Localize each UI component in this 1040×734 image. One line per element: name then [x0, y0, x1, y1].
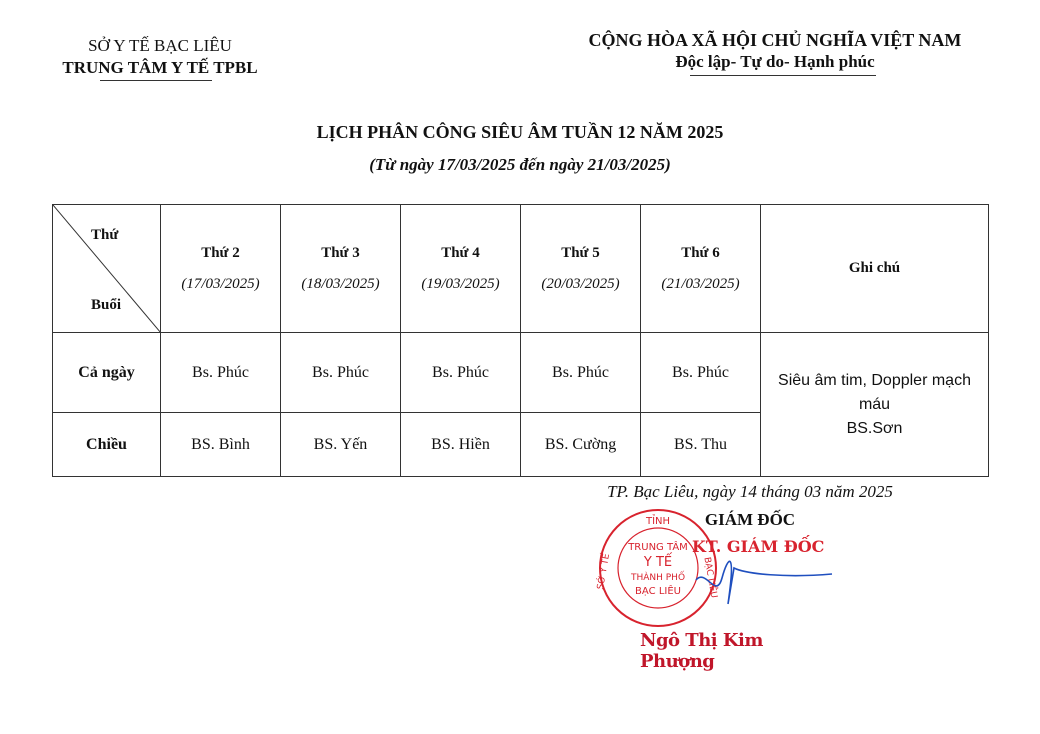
svg-text:BẠC LIÊU: BẠC LIÊU [634, 586, 682, 597]
table-cell: Bs. Phúc [521, 333, 641, 413]
org-name: TRUNG TÂM Y TẾ TPBL [62, 58, 258, 77]
table-cell: Bs. Phúc [161, 333, 281, 413]
table-cell: BS. Yến [281, 413, 401, 477]
svg-text:TRUNG TÂM: TRUNG TÂM [628, 542, 688, 553]
row-label: Cả ngày [53, 333, 161, 413]
day-date: (18/03/2025) [301, 275, 380, 292]
corner-bottom-label: Buổi [91, 297, 122, 313]
stamp-and-signature [596, 508, 846, 648]
schedule-table [52, 204, 989, 477]
day-date: (17/03/2025) [181, 275, 260, 292]
svg-text:BẠC LIÊU: BẠC LIÊU [701, 556, 719, 599]
row-label: Chiều [53, 413, 161, 477]
motto: Độc lập- Tự do- Hạnh phúc [675, 52, 875, 71]
signed-as-label: KT. GIÁM ĐỐC [692, 537, 825, 556]
signer-name: Ngô Thị Kim Phượng [640, 630, 763, 672]
day-name: Thứ 6 [681, 244, 720, 261]
day-date: (20/03/2025) [541, 275, 620, 292]
table-row [53, 333, 989, 413]
corner-top-label: Thứ [91, 227, 119, 243]
director-title: GIÁM ĐỐC [704, 510, 796, 529]
table-cell: Bs. Phúc [401, 333, 521, 413]
day-date: (21/03/2025) [661, 275, 740, 292]
day-header [161, 205, 281, 333]
table-cell: BS. Thu [641, 413, 761, 477]
note-line: Siêu âm tim, Doppler mạch máu [778, 371, 971, 413]
table-cell: Bs. Phúc [281, 333, 401, 413]
day-date: (19/03/2025) [421, 275, 500, 292]
day-name: Thứ 5 [561, 244, 600, 261]
svg-text:TỈNH: TỈNH [645, 516, 671, 527]
day-header [281, 205, 401, 333]
note-header: Ghi chú [761, 205, 989, 333]
day-header [641, 205, 761, 333]
svg-text:Y TẾ: Y TẾ [643, 555, 673, 570]
svg-text:SỞ Y TẾ: SỞ Y TẾ [596, 552, 613, 591]
table-cell: BS. Hiền [401, 413, 521, 477]
table-header-row [53, 205, 989, 333]
day-header [521, 205, 641, 333]
day-name: Thứ 2 [201, 244, 240, 261]
svg-text:THÀNH PHỐ: THÀNH PHỐ [630, 573, 686, 583]
header-divider-left [100, 80, 212, 81]
header-divider-right [690, 75, 876, 76]
note-line: BS.Sơn [846, 419, 903, 437]
day-name: Thứ 3 [321, 244, 360, 261]
table-cell: BS. Bình [161, 413, 281, 477]
document-title: LỊCH PHÂN CÔNG SIÊU ÂM TUẦN 12 NĂM 2025 [316, 122, 724, 142]
country-name: CỘNG HÒA XÃ HỘI CHỦ NGHĨA VIỆT NAM [588, 30, 962, 50]
org-parent: SỞ Y TẾ BẠC LIÊU [88, 36, 232, 55]
signing-date: TP. Bạc Liêu, ngày 14 tháng 03 năm 2025 [607, 482, 893, 501]
table-cell: BS. Cường [521, 413, 641, 477]
corner-cell [53, 205, 161, 333]
day-name: Thứ 4 [441, 244, 480, 261]
document-subtitle: (Từ ngày 17/03/2025 đến ngày 21/03/2025) [369, 155, 671, 174]
day-header [401, 205, 521, 333]
table-cell: Bs. Phúc [641, 333, 761, 413]
note-cell [761, 333, 989, 477]
